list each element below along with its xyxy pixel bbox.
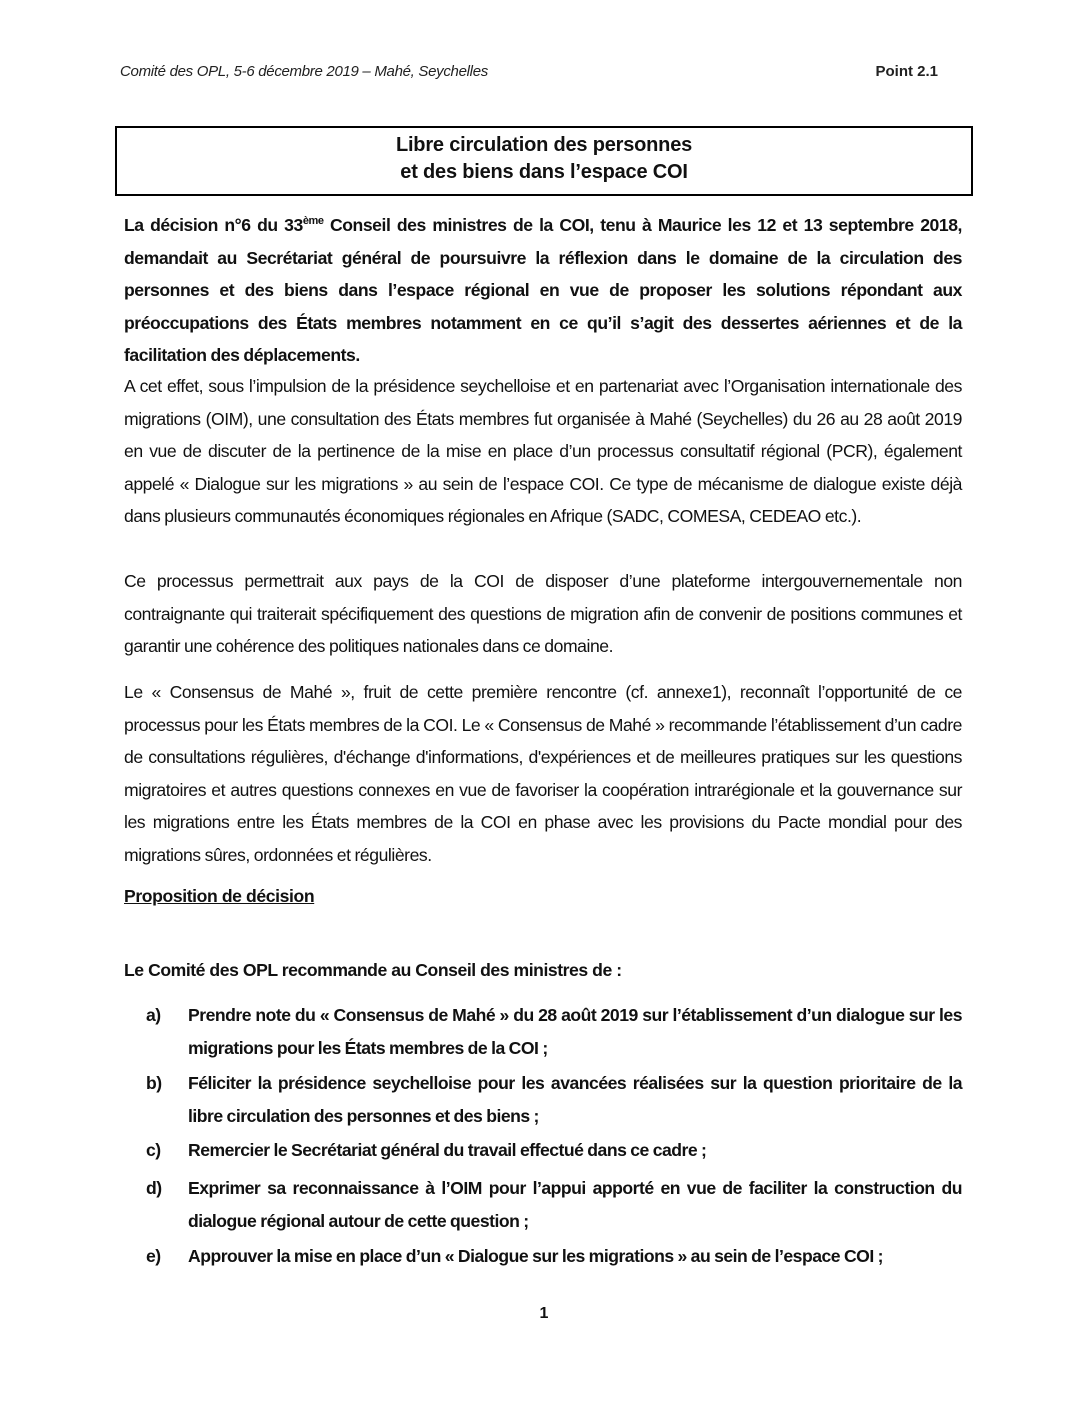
recommendation-item: [146, 1172, 962, 1237]
p1-text-end: Conseil des ministres de la COI, tenu à Maurice les 12 et 13 septembre 2018, demandait au Secrétariat général de poursuivre la réflexion dans le domaine de la circulation des personnes et des biens dans l’espace régional en vue de proposer les solutions répondant aux préoccupations des États membres notamment en ce qu’il s’agit des dessertes aériennes et de la facilitation des déplacements.: [124, 215, 962, 366]
item-text: Féliciter la présidence seychelloise pour les avancées réalisées sur la question prioritaire de la libre circulation des personnes et des biens ;: [188, 1073, 962, 1126]
title-line-2: et des biens dans l’espace COI: [400, 161, 688, 183]
document-title-box: [115, 126, 973, 196]
item-text: Exprimer sa reconnaissance à l’OIM pour l’appui apporté en vue de faciliter la construction du dialogue régional autour de cette question ;: [188, 1178, 962, 1231]
recommendation-item: [146, 1067, 962, 1132]
p1-superscript: ème: [302, 215, 324, 228]
recommendation-intro: Le Comité des OPL recommande au Conseil des ministres de :: [124, 960, 622, 980]
item-text: Remercier le Secrétariat général du travail effectué dans ce cadre ;: [188, 1140, 707, 1160]
section-heading-proposition: Proposition de décision: [124, 886, 315, 906]
item-label: e): [146, 1246, 161, 1266]
recommendation-item: [146, 1240, 962, 1273]
paragraph-decision-context: [124, 209, 962, 372]
page-number: 1: [539, 1305, 549, 1322]
paragraph-process: Ce processus permettrait aux pays de la COI de disposer d’une plateforme intergouvernementale non contraignante qui traiterait spécifiquement des questions de migration afin de convenir de positions communes et garantir une cohérence des politiques nationales dans ce domaine.: [124, 571, 962, 657]
running-header-meeting: Comité des OPL, 5-6 décembre 2019 – Mahé, Seychelles: [120, 63, 488, 80]
item-label: a): [146, 1005, 161, 1025]
paragraph-consultation: A cet effet, sous l’impulsion de la présidence seychelloise et en partenariat avec l’Organisation internationale des migrations (OIM), une consultation des États membres fut organisée à Mahé (Seychelles) du 26 au 28 août 2019 en vue de discuter de la pertinence de la mise en place d’un processus consultatif régional (PCR), également appelé « Dialogue sur les migrations » au sein de l’espace COI. Ce type de mécanisme de dialogue existe déjà dans plusieurs communautés économiques régionales en Afrique (SADC, COMESA, CEDEAO etc.).: [124, 376, 962, 527]
item-text: Prendre note du « Consensus de Mahé » du 28 août 2019 sur l’établissement d’un dialogue sur les migrations pour les États membres de la COI ;: [188, 1005, 962, 1058]
item-label: d): [146, 1178, 162, 1198]
p1-text-start: La décision n°6 du 33: [124, 215, 303, 235]
item-label: c): [146, 1140, 161, 1160]
paragraph-consensus: Le « Consensus de Mahé », fruit de cette première rencontre (cf. annexe1), reconnaît l’opportunité de ce processus pour les États membres de la COI. Le « Consensus de Mahé » recommande l’établissement d’un cadre de consultations régulières, d'échange d'informations, d'expériences et de meilleures pratiques sur les questions migratoires et autres questions connexes en vue de favoriser la coopération intrarégionale et la gouvernance sur les migrations entre les États membres de la COI en phase avec les provisions du Pacte mondial pour des migrations sûres, ordonnées et régulières.: [124, 682, 962, 865]
item-text: Approuver la mise en place d’un « Dialogue sur les migrations » au sein de l’espace COI ;: [188, 1246, 883, 1266]
running-header-point: Point 2.1: [875, 63, 938, 80]
recommendation-item: [146, 1134, 962, 1167]
recommendation-item: [146, 999, 962, 1064]
item-label: b): [146, 1073, 162, 1093]
title-line-1: Libre circulation des personnes: [395, 134, 693, 156]
